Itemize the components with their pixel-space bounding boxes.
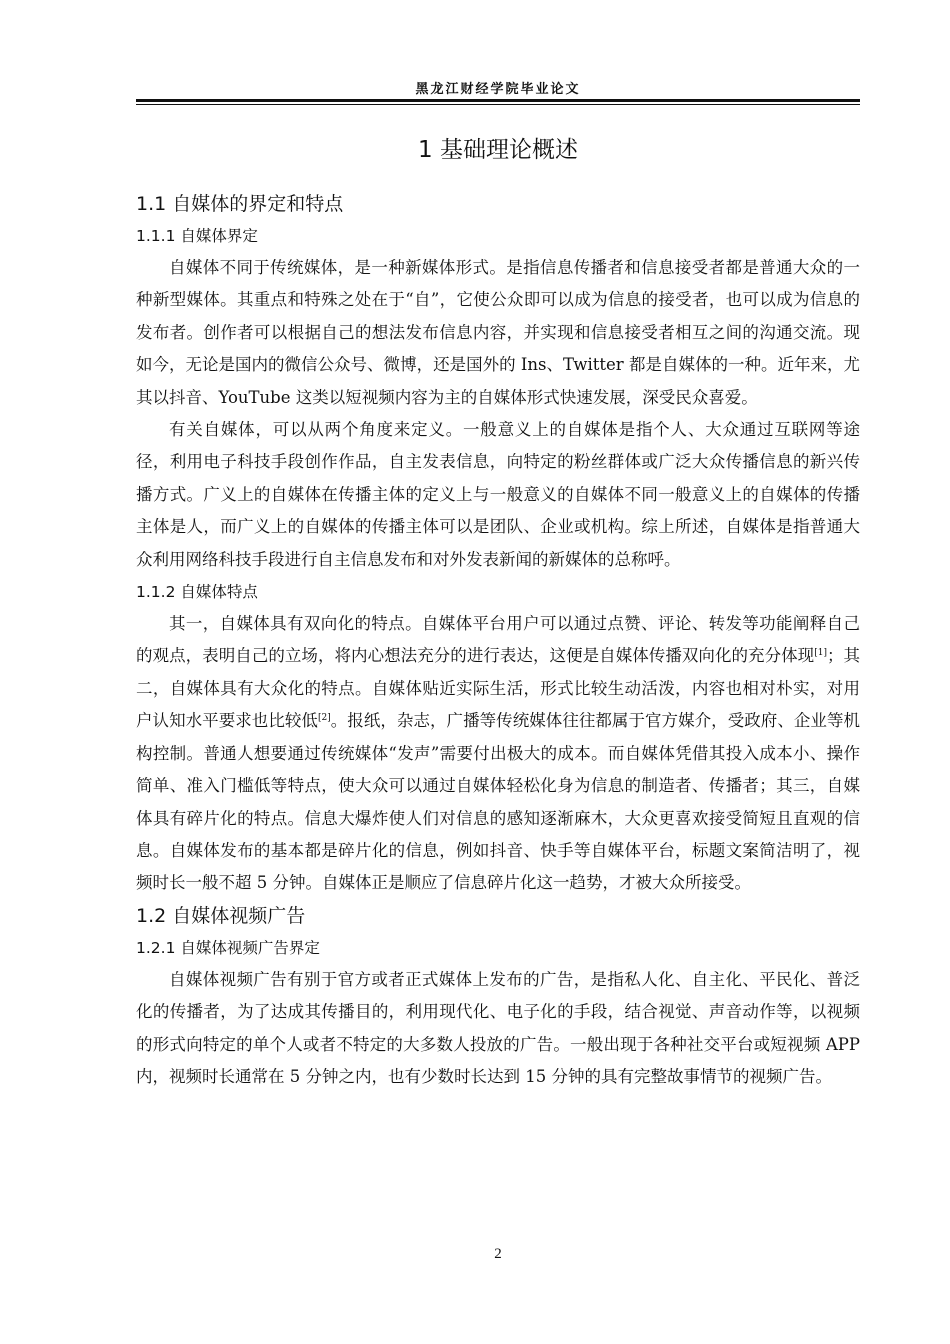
paragraph-1-1-1-b: 有关自媒体，可以从两个角度来定义。一般意义上的自媒体是指个人、大众通过互联网等途径，利用电子科技手段创作作品，自主发表信息，向特定的粉丝群体或广泛大众传播信息的新兴传播方式。广义上的自媒体在传播主体的定义上与一般意义的自媒体不同一般意义上的自媒体的传播主体是人，而广义上的自媒体的传播主体可以是团队、企业或机构。综上所述，自媒体是指普通大众利用网络科技手段进行自主信息发布和对外发表新闻的新媒体的总称呼。: [136, 420, 860, 569]
paragraph-1-1-2: [136, 608, 860, 900]
header-rule-thick: [136, 99, 860, 102]
header-rule-thin: [136, 104, 860, 105]
section-title-1-1: 1.1 自媒体的界定和特点: [136, 193, 344, 215]
paragraph-1-1-2-part-a: 其一，自媒体具有双向化的特点。自媒体平台用户可以通过点赞、评论、转发等功能阐释自己的观点，表明自己的立场，将内心想法充分的进行表达，这便是自媒体传播双向化的充分体现: [136, 614, 860, 666]
subsection-title-1-1-2: 1.1.2 自媒体特点: [136, 583, 258, 602]
chapter-title: 1 基础理论概述: [418, 137, 578, 163]
running-header: 黑龙江财经学院毕业论文: [415, 82, 581, 97]
citation-ref-1[interactable]: [1]: [814, 648, 827, 659]
paragraph-1-1-1-a: 自媒体不同于传统媒体，是一种新媒体形式。是指信息传播者和信息接受者都是普通大众的一种新型媒体。其重点和特殊之处在于“自”，它使公众即可以成为信息的接受者，也可以成为信息的发布者。创作者可以根据自己的想法发布信息内容，并实现和信息接受者相互之间的沟通交流。现如今，无论是国内的微信公众号、微博，还是国外的 Ins、Twitter 都是自媒体的一种。近年来，尤其以抖音、YouTube 这类以短视频内容为主的自媒体形式快速发展，深受民众喜爱。: [136, 258, 860, 407]
section-title-1-2: 1.2 自媒体视频广告: [136, 904, 306, 927]
paragraph-1-1-2-part-c: 。报纸，杂志，广播等传统媒体往往都属于官方媒介，受政府、企业等机构控制。普通人想要通过传统媒体“发声”需要付出极大的成本。而自媒体凭借其投入成本小、操作简单、准入门槛低等特点，使大众可以通过自媒体轻松化身为信息的制造者、传播者；其三，自媒体具有碎片化的特点。信息大爆炸使人们对信息的感知逐渐麻木，大众更喜欢接受简短且直观的信息。自媒体发布的基本都是碎片化的信息，例如抖音、快手等自媒体平台，标题文案简洁明了，视频时长一般不超 5 分钟。自媒体正是顺应了信息碎片化这一趋势，才被大众所接受。: [136, 711, 861, 893]
page-body: [136, 130, 860, 1093]
subsection-title-1-1-1: 1.1.1 自媒体界定: [136, 227, 258, 245]
page-number: 2: [494, 1246, 502, 1262]
citation-ref-2[interactable]: [2]: [317, 713, 331, 724]
paragraph-1-2-1: 自媒体视频广告有别于官方或者正式媒体上发布的广告，是指私人化、自主化、平民化、普泛化的传播者，为了达成其传播目的，利用现代化、电子化的手段，结合视觉、声音动作等，以视频的形式向特定的单个人或者不特定的大多数人投放的广告。一般出现于各种社交平台或短视频 APP 内，视频时长通常在 5 分钟之内，也有少数时长达到 15 分钟的具有完整故事情节的视频广告。: [136, 969, 860, 1086]
subsection-title-1-2-1: 1.2.1 自媒体视频广告界定: [136, 938, 320, 957]
paragraph-1-1-2-part-b: ；其二，自媒体具有大众化的特点。自媒体贴近实际生活，形式比较生动活泼，内容也相对朴实，对用户认知水平要求也比较低: [136, 646, 861, 731]
